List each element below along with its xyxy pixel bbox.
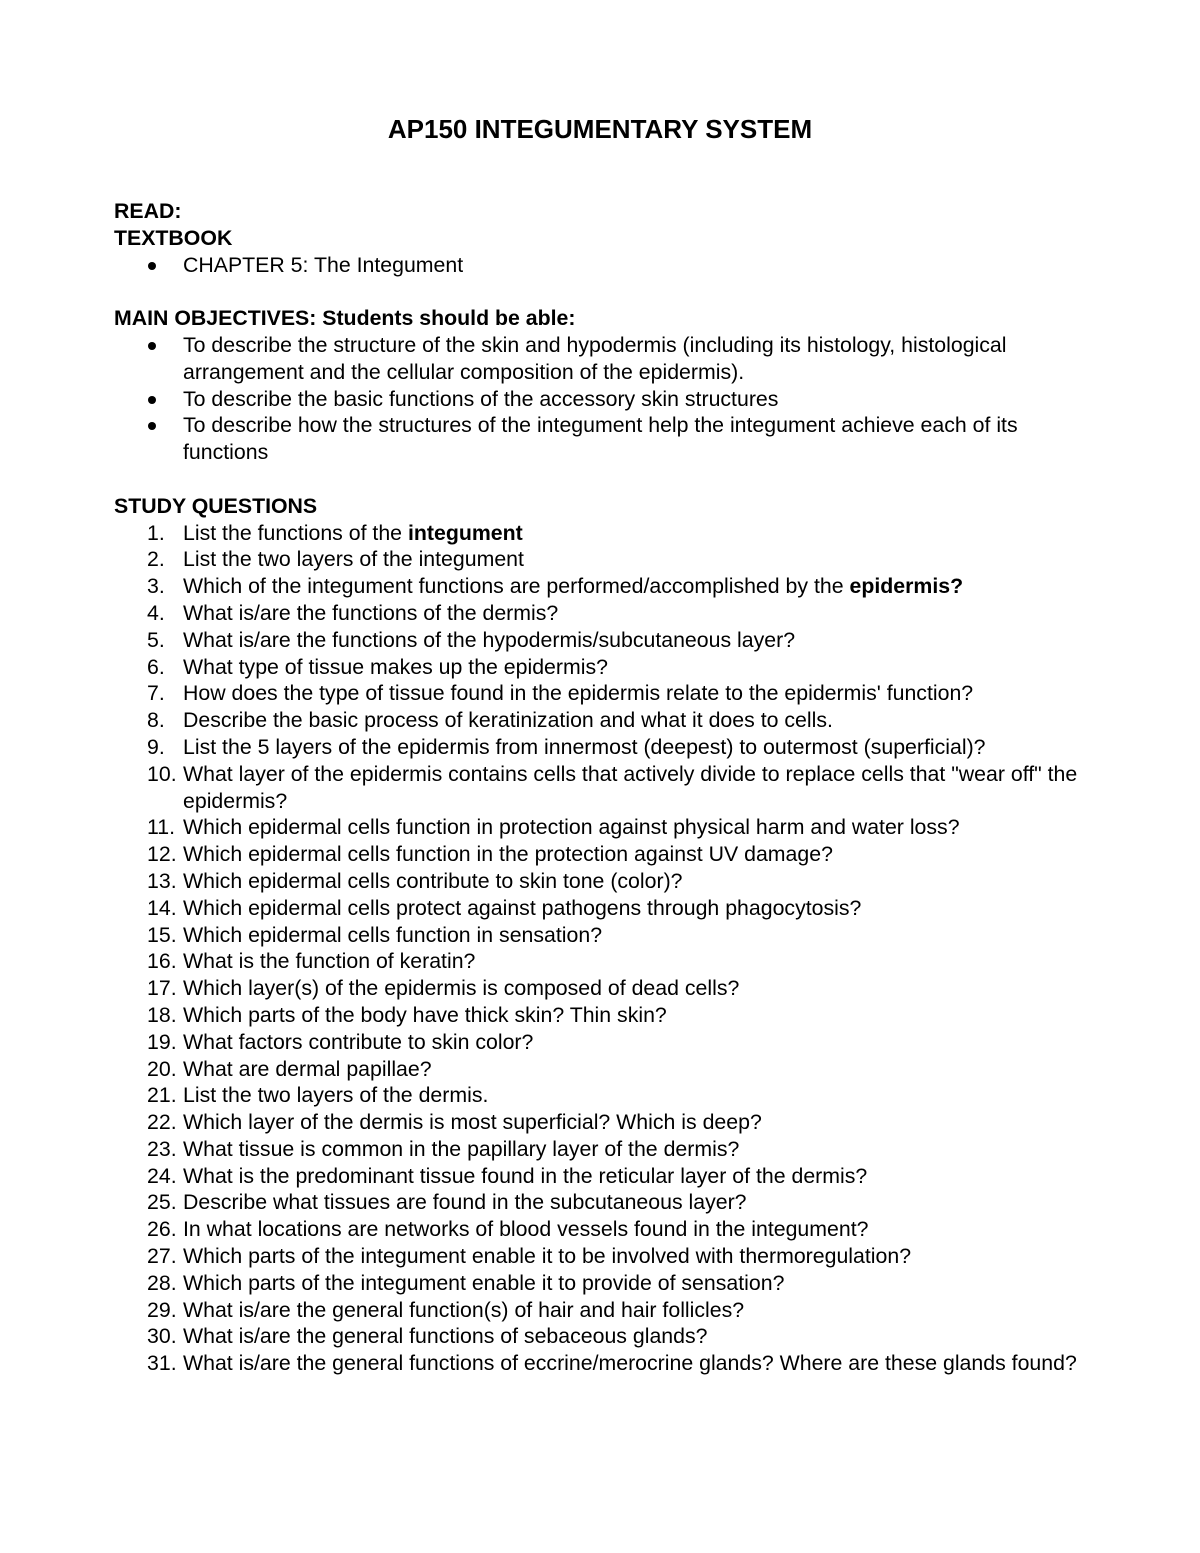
question-item [114,922,1094,949]
question-text: What type of tissue makes up the epidermis? [183,654,608,679]
question-emphasis: integument [407,520,523,545]
question-number: 24. [147,1163,177,1188]
question-number: 21. [147,1083,177,1108]
question-number: 30. [147,1324,177,1349]
page-title: AP150 INTEGUMENTARY SYSTEM [387,114,813,144]
question-text: Which epidermal cells protect against pathogens through phagocytosis? [183,895,862,920]
study-questions-list [114,520,1094,1378]
objectives-heading: MAIN OBJECTIVES: Students should be able: [114,306,576,331]
question-text: Describe the basic process of keratinization and what it does to cells. [183,708,833,733]
question-number: 14. [147,895,177,920]
question-text: What is the function of keratin? [183,949,476,974]
objective-item [114,412,1094,466]
question-text: Which parts of the integument enable it to provide of sensation? [183,1270,785,1295]
question-text: Which epidermal cells function in the protection against UV damage? [183,842,833,867]
question-number: 5. [147,627,165,652]
question-number: 1. [147,520,165,545]
question-number: 26. [147,1217,177,1242]
question-text: List the functions of the [183,520,408,545]
question-number: 19. [147,1029,177,1054]
question-number: 6. [147,654,165,679]
question-number: 25. [147,1190,177,1215]
question-text: Which epidermal cells contribute to skin tone (color)? [183,868,683,893]
question-item [114,1136,1094,1163]
question-item [114,1056,1094,1083]
question-number: 7. [147,681,165,706]
question-text: What factors contribute to skin color? [183,1029,534,1054]
question-item [114,573,1094,600]
study-questions-heading: STUDY QUESTIONS [114,493,318,518]
question-item [114,1029,1094,1056]
objective-item [114,332,1094,386]
question-number: 9. [147,734,165,759]
question-item [114,1163,1094,1190]
question-item [114,520,1094,547]
question-number: 10. [147,761,177,786]
question-text: What is/are the functions of the hypodermis/subcutaneous layer? [183,627,796,652]
question-number: 20. [147,1056,177,1081]
question-item [114,868,1094,895]
question-text: In what locations are networks of blood vessels found in the integument? [183,1217,869,1242]
question-number: 15. [147,922,177,947]
question-number: 13. [147,868,177,893]
question-number: 31. [147,1351,177,1376]
question-item [114,680,1094,707]
question-text: How does the type of tissue found in the epidermis relate to the epidermis' function? [183,681,974,706]
question-number: 8. [147,708,165,733]
question-text: What is/are the general functions of sebaceous glands? [183,1324,708,1349]
textbook-item-text: CHAPTER 5: The Integument [183,252,464,277]
question-text: Which parts of the body have thick skin? Thin skin? [183,1002,667,1027]
question-text: List the two layers of the dermis. [183,1083,489,1108]
question-item [114,654,1094,681]
question-number: 16. [147,949,177,974]
question-text: Which epidermal cells function in sensation? [183,922,603,947]
question-text: Which layer of the dermis is most superficial? Which is deep? [183,1110,762,1135]
question-item [114,1297,1094,1324]
question-item [114,895,1094,922]
question-item [114,975,1094,1002]
question-number: 28. [147,1270,177,1295]
question-text: Which of the integument functions are performed/accomplished by the [183,574,850,599]
question-emphasis: epidermis? [849,574,964,599]
question-number: 2. [147,547,165,572]
question-number: 17. [147,976,177,1001]
question-item [114,1189,1094,1216]
spacer [114,278,1094,305]
objective-item-text: To describe how the structures of the integument help the integument achieve each of its functions [183,413,1018,465]
question-number: 22. [147,1110,177,1135]
question-item [114,546,1094,573]
read-label: READ: [114,199,182,223]
question-text: What are dermal papillae? [183,1056,432,1081]
bullet-icon [148,422,156,430]
objective-item-text: To describe the basic functions of the accessory skin structures [183,386,779,411]
question-text: Describe what tissues are found in the subcutaneous layer? [183,1190,747,1215]
bullet-icon [148,396,156,404]
question-text: What is/are the general function(s) of hair and hair follicles? [183,1297,745,1322]
question-text: What is the predominant tissue found in the reticular layer of the dermis? [183,1163,868,1188]
objective-item [114,386,1094,413]
question-item [114,600,1094,627]
textbook-list [114,252,1094,279]
question-item [114,1216,1094,1243]
question-item [114,627,1094,654]
question-item [114,734,1094,761]
question-item [114,761,1094,815]
question-item [114,707,1094,734]
question-item [114,1109,1094,1136]
question-item [114,841,1094,868]
textbook-item [114,252,1094,279]
objectives-list [114,332,1094,466]
question-text: Which layer(s) of the epidermis is composed of dead cells? [183,976,740,1001]
question-number: 3. [147,574,165,599]
question-text: List the two layers of the integument [183,547,524,572]
question-number: 18. [147,1002,177,1027]
question-item [114,948,1094,975]
question-text: Which epidermal cells function in protection against physical harm and water loss? [183,815,960,840]
question-item [114,1350,1094,1377]
question-text: What layer of the epidermis contains cells that actively divide to replace cells that "wear off" the epidermis? [183,761,1078,813]
question-item [114,1002,1094,1029]
question-text: Which parts of the integument enable it to be involved with thermoregulation? [183,1244,912,1269]
question-text: List the 5 layers of the epidermis from innermost (deepest) to outermost (superficial)? [183,734,986,759]
question-item [114,1243,1094,1270]
textbook-label: TEXTBOOK [114,225,233,250]
question-number: 23. [147,1136,177,1161]
spacer [114,466,1094,493]
question-text: What is/are the general functions of eccrine/merocrine glands? Where are these glands found? [183,1351,1077,1376]
question-number: 4. [147,600,165,625]
objective-item-text: To describe the structure of the skin and hypodermis (including its histology, histological arrangement and the cellular composition of the epidermis). [183,332,1007,384]
bullet-icon [148,342,156,350]
question-item [114,814,1094,841]
question-number: 12. [147,842,177,867]
question-item [114,1323,1094,1350]
question-item [114,1270,1094,1297]
bullet-icon [148,262,156,270]
question-number: 29. [147,1297,177,1322]
question-item [114,1082,1094,1109]
question-text: What is/are the functions of the dermis? [183,600,559,625]
question-number: 11. [147,815,176,840]
document-body [114,198,1094,1377]
question-number: 27. [147,1244,177,1269]
question-text: What tissue is common in the papillary layer of the dermis? [183,1136,740,1161]
